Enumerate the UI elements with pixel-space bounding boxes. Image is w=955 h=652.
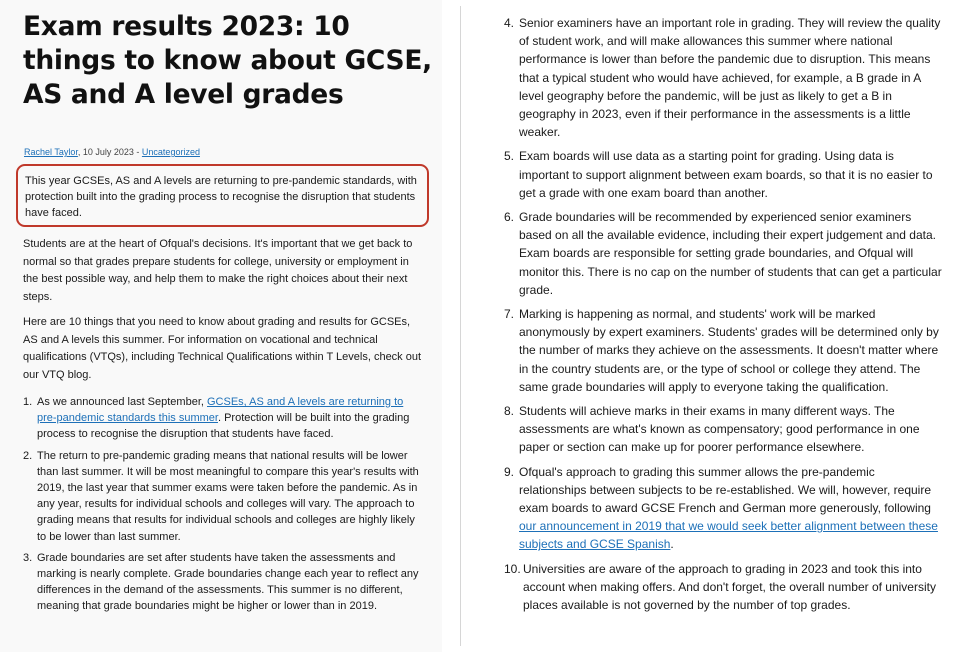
item-number: 10. xyxy=(504,561,521,576)
right-column xyxy=(462,0,955,652)
list-item xyxy=(504,305,944,396)
list-item xyxy=(23,550,425,615)
list-item xyxy=(504,560,944,615)
item-number: 8. xyxy=(504,404,515,419)
page-title: Exam results 2023: 10 things to know about GCSE, AS and A level grades xyxy=(23,11,432,110)
left-column xyxy=(0,0,442,652)
item-text: As we announced last September, xyxy=(37,396,207,408)
list-item xyxy=(23,394,425,443)
item-number: 2. xyxy=(23,449,33,462)
item-text: . xyxy=(670,537,674,552)
item-number: 6. xyxy=(504,210,515,225)
item-text: . Protection will be built into the grading process to recognise the disruption that students have faced. xyxy=(37,412,410,441)
category-link[interactable]: Uncategorized xyxy=(141,147,200,157)
pre-pandemic-standards-link[interactable]: GCSEs, AS and A levels are returning to pre-pandemic standards this summer xyxy=(37,396,404,425)
list-item xyxy=(504,463,944,554)
summary-highlight-box xyxy=(16,164,429,227)
lead-paragraph: Here are 10 things that you need to know about grading and results for GCSEs, AS and A levels this summer. For information on vocational and technical qualifications (VTQs), including Technical Qualifications within T Levels, check out our VTQ blog. xyxy=(23,316,422,381)
item-text: The return to pre-pandemic grading means that national results will be lower than last summer. It will be most meaningful to compare this year's results with 2019, the last year that summer exams were taken before the pandemic. As in any year, results for individual schools and colleges will vary. The approach to grading means that results for individual schools and colleges are highly likely to be lower than last summer. xyxy=(37,449,419,543)
item-text: Students will achieve marks in their exams in many different ways. The assessments are what's known as compensatory; good performance in one paper or section can make up for poorer performance elsewhere. xyxy=(519,404,920,455)
item-text: Senior examiners have an important role in grading. They will review the quality of student work, and will make allowances this summer where national performance is lower than before the pandemic due to disruption. This means that a typical student who would have achieved, for example, a B grade in A level geography before the pandemic, will be just as likely to get a B in geography in 2023, even if their performance in the assessments is a little weaker. xyxy=(519,16,941,140)
things-list-part-1 xyxy=(23,394,425,620)
list-item xyxy=(504,402,944,457)
list-item xyxy=(504,208,944,299)
article-meta xyxy=(24,147,200,157)
intro-paragraph: Students are at the heart of Ofqual's decisions. It's important that we get back to normal so that grades prepare students for college, university or employment in the best possible way, and help them to make the right choices about their next steps. xyxy=(23,238,413,303)
announcement-2019-link[interactable]: our announcement in 2019 that we would seek better alignment between these subjects and GCSE Spanish xyxy=(519,519,938,552)
item-text: Universities are aware of the approach to grading in 2023 and took this into account when making offers. And don't forget, the overall number of university places available is not governed by the number of top grades. xyxy=(523,561,936,613)
list-item xyxy=(504,147,944,202)
item-number: 1. xyxy=(23,396,33,408)
item-text: Marking is happening as normal, and students' work will be marked anonymously by expert examiners. Students' grades will be determined only by the number of marks they achieve on the assessments. It doesn't matter where in the country students are, or the type of school or college they attend. The same grade boundaries will apply to everyone taking the qualification. xyxy=(519,307,939,394)
item-number: 3. xyxy=(23,551,33,564)
item-number: 9. xyxy=(504,464,515,479)
item-text: Exam boards will use data as a starting point for grading. Using data is important to support alignment between exam boards, so that it is no easier to get a grade with one exam board than another. xyxy=(519,149,933,200)
summary-text: This year GCSEs, AS and A levels are returning to pre-pandemic standards, with protection built into the grading process to recognise the disruption that students have faced. xyxy=(25,175,417,219)
item-number: 7. xyxy=(504,307,515,322)
publish-date: , 10 July 2023 - xyxy=(77,147,142,157)
item-number: 5. xyxy=(504,149,515,164)
things-list-part-2 xyxy=(504,14,944,620)
item-number: 4. xyxy=(504,16,515,30)
column-divider xyxy=(460,6,461,646)
list-item xyxy=(504,14,944,141)
author-link[interactable]: Rachel Taylor xyxy=(24,147,78,157)
list-item xyxy=(23,448,425,545)
item-text: Ofqual's approach to grading this summer allows the pre-pandemic relationships between subjects to be re-established. We will, however, require exam boards to award GCSE French and German more generously, following xyxy=(519,464,931,516)
item-text: Grade boundaries will be recommended by experienced senior examiners based on all the available evidence, including their expert judgement and data. Exam boards are responsible for setting grade boundaries, and Ofqual will monitor this. There is no cap on the number of students that can get a particular grade. xyxy=(519,210,942,297)
item-text: Grade boundaries are set after students have taken the assessments and marking is nearly complete. Grade boundaries change each year to reflect any differences in the demand of the assessments. This summer is no different, meaning that grade boundaries might be higher or lower than in 2019. xyxy=(37,551,419,613)
